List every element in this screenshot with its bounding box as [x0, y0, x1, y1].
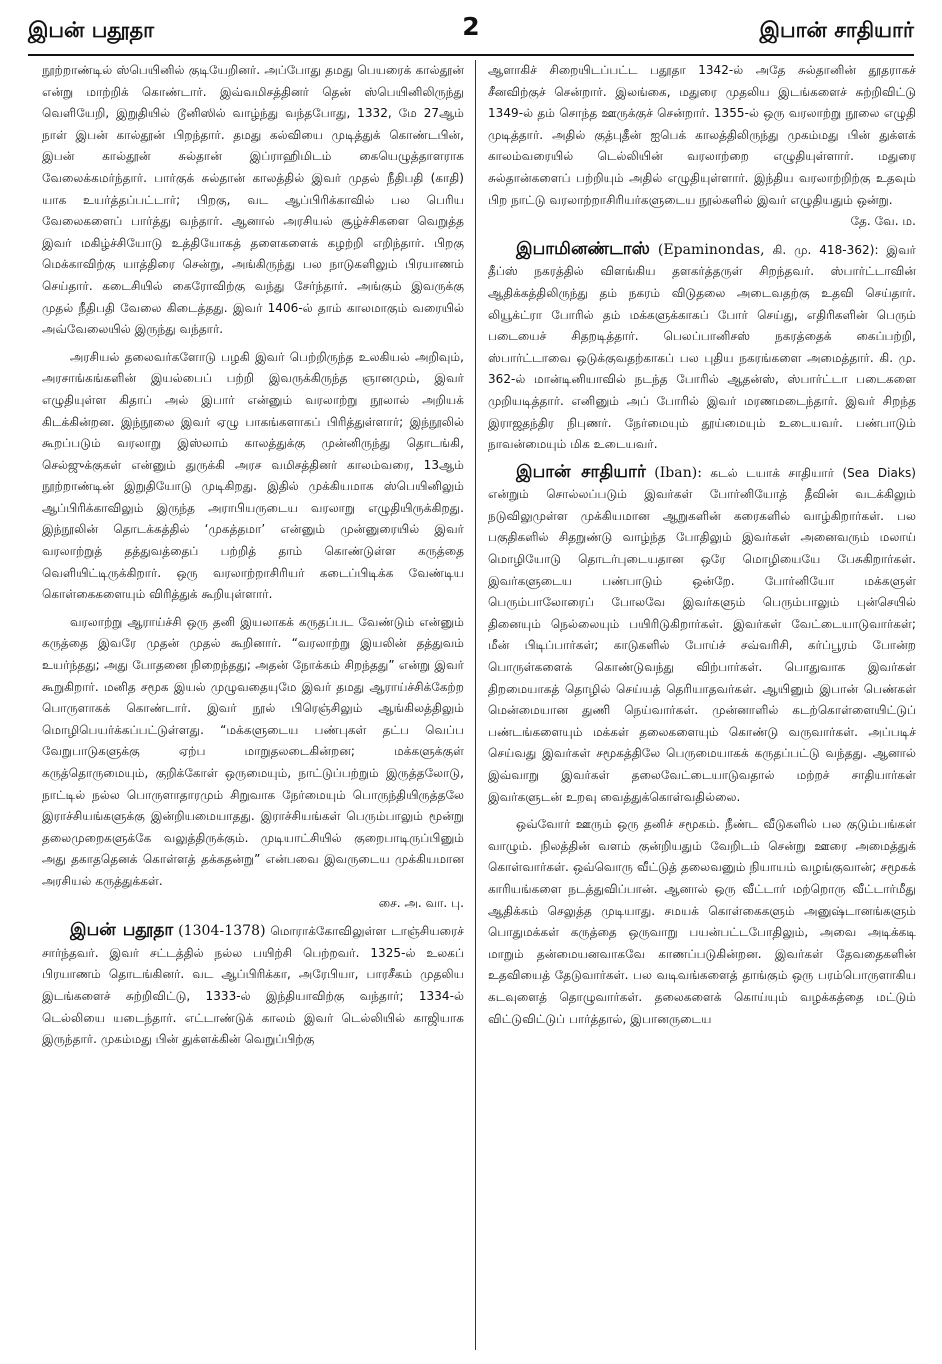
entry-heading: இபன் பதூதா	[70, 920, 174, 941]
ibn-battuta-continuation-text: ஆளாகிச் சிறையிடப்பட்ட பதூதா 1342-ல் அதே சுல்தானின் தூதராகச் சீனவிற்குச் சென்றார். இலங்கை, மதுரை முதலிய இடங்களைச் சுற்றிவிட்டு 1349-ல் தம் சொந்த ஊருக்குச் சென்றார். 1355-ல் ஒரு வரலாற்று நூலை எழுதி முடித்தார். அதில் குத்புதீன் ஐபெக் காலத்திலிருந்து முகம்மது பின் துக்ளக் காலம்வரையில் டெல்லியின் வரலாற்றை எழுதியுள்ளார். மதுரை சுல்தான்களைப் பற்றியும் அதில் எழுதியுள்ளார். இந்திய வரலாற்றிற்கு உதவும் பிற நாட்டு வரலாற்றாசிரியர்களுடைய நூல்களில் இவர் எழுதியதும் ஒன்று.	[488, 63, 916, 207]
entry-ibn-battuta	[42, 920, 464, 1051]
left-column	[42, 60, 464, 1354]
header-left-title: இபன் பதூதா	[28, 17, 155, 42]
ibn-khaldun-paragraph-3-text: வரலாற்று ஆராய்ச்சி ஒரு தனி இயலாகக் கருதப்பட வேண்டும் என்னும் கருத்தை இவரே முதன் முதல் கூறினார். “வரலாற்று இயலின் தத்துவம் உயர்ந்தது; அது போதனை நிறைந்தது; அதன் நோக்கம் சிறந்தது” என்று இவர் கூறுகிறார். மனித சமூக இயல் முழுவதையுமே இவர் தமது ஆராய்ச்சிக்கேற்ற பொருளாகக் கொண்டார். இவர் நூல் பிரெஞ்சிலும் ஆங்கிலத்திலும் மொழிபெயர்க்கப்பட்டுள்ளது. “மக்களுடைய பண்புகள் தட்ப வெப்ப வேறுபாடுகளுக்கு ஏற்ப மாறுதலடைகின்றன; மக்களுக்குள் கருத்தொருமையும், குறிக்கோள் ஒருமையும், நாட்டுப்பற்றும் இருத்தலோடு, நாட்டில் நல்ல பொருளாதாரமும் சிறுவாக நேர்மையும் பொருந்தியிருத்தலே இராச்சியங்களுக்கு இன்றியமையாதது. இராச்சியங்கள் பெரும்பாலும் மூன்று தலைமுறைகளுக்கே வலுத்திருக்கும். முடியாட்சியில் குறைபாடிருப்பினும் அது தகாததெனக் கொள்ளத் தக்கதன்று” என்பவை இவருடைய முக்கியமான அரசியல் கருத்துக்கள்.	[42, 614, 464, 888]
author-signature: தே. வே. ம.	[850, 214, 916, 229]
ibn-khaldun-continuation: நூற்றாண்டில் ஸ்பெயினில் குடியேறினர். அப்போது தமது பெயரைக் கால்தூன் என்று மாற்றிக் கொண்டார். இவ்வமிசத்தினர் தென் ஸ்பெயினிலிருந்து வெளியேறி, இறுதியில் டூனிஸில் வாழ்ந்து வந்தபோது, 1332, மே 27ஆம் நாள் இபன் கால்தூன் பிறந்தார். தமது கல்வியை முடித்துக் கொண்டபின், இபன் கால்தூன் சுல்தான் இப்ராஹிமிடம் கையெழுத்தாளராக வேலைக்கமர்ந்தார். பார்குக் சுல்தான் காலத்தில் இவர் முதல் நீதிபதி (காதி) யாக உயர்த்தப்பட்டார்; பிறகு, வட ஆப்பிரிக்காவில் பல பெரிய வேலைகளைப் பார்த்து வந்தார். ஆனால் அரசியல் சூழ்ச்சிகளை வெறுத்த இவர் மகிழ்ச்சியோடு உத்தியோகத் தளைகளைக் கழற்றி எறிந்தார். பிறகு மெக்காவிற்கு யாத்திரை சென்று, அங்கிருந்து பல நாடுகளிலும் பிரயாணம் செய்தார். கடைசியில் கைரோவிற்கு வந்து சேர்ந்தார். அங்கும் இவருக்கு முதல் நீதிபதி வேலை கிடைத்தது. இவர் 1406-ல் தாம் காலமாகும் வரையில் அவ்வேலையில் இருந்து வந்தார்.	[42, 63, 464, 337]
page-number: 2	[462, 12, 480, 41]
entry-roman-name: (Epaminondas,	[657, 241, 765, 258]
entry-heading: இபான் சாதியார்	[516, 461, 646, 482]
entry-roman-name: (Iban):	[654, 464, 703, 481]
right-column	[488, 60, 916, 1354]
entry-iban-people	[488, 462, 916, 809]
column-divider	[475, 60, 476, 1350]
ibn-battuta-continuation	[488, 60, 916, 233]
entry-years: (1304-1378)	[178, 923, 266, 940]
entry-body: மொராக்கோவிலுள்ள டாஞ்சியரைச் சார்ந்தவர். இவர் சட்டத்தில் நல்ல பயிற்சி பெற்றவர். 1325-ல் உலகப் பிரயாணம் தொடங்கினர். வட ஆப்பிரிக்கா, அரேபியா, பாரசீகம் முதலிய இடங்களைச் சுற்றிவிட்டு, 1333-ல் இந்தியாவிற்கு வந்தார்; 1334-ல் டெல்லியை யடைந்தார். எட்டாண்டுக் காலம் இவர் டெல்லியில் காஜியாக இருந்தார். முகம்மது பின் துக்ளக்கின் வெறுப்பிற்கு	[42, 924, 464, 1047]
ibn-khaldun-paragraph-2: அரசியல் தலைவர்களோடு பழகி இவர் பெற்றிருந்த உலகியல் அறிவும், அரசாங்கங்களின் இயல்பைப் பற்றி இவருக்கிருந்த ஞானமும், இவர் எழுதியுள்ள கிதாப் அல் இபார் என்னும் வரலாற்று நூலால் அறியக் கிடக்கின்றன. இந்நூலை இவர் ஏழு பாகங்களாகப் பிரித்துள்ளார்; இந்நூலில் கூறப்படும் வரலாறு இஸ்லாம் காலத்துக்கு முன்னிருந்து தொடங்கி, செல்ஜுக்குகள் என்னும் துருக்கி அரச வமிசத்தினர் காலம்வரை, 13ஆம் நூற்றாண்டின் இறுதியோடு முடிகிறது. இதில் முக்கியமாக ஸ்பெயினிலும் ஆப்பிரிக்காவிலும் இருந்த அராபியருடைய வரலாறு எழுதியிருக்கிறது. இந்நூலின் தொடக்கத்தில் ‘முகத்தமா’ என்னும் முன்னுரையில் இவர் வரலாற்றுத் தத்துவத்தைப் பற்றித் தாம் கொண்டுள்ள கருத்தை வெளியிட்டிருக்கிறார். ஒரு வரலாற்றாசிரியர் கடைப்பிடிக்க வேண்டிய கொள்கைகளையும் விரித்துக் கூறியுள்ளார்.	[42, 349, 464, 602]
iban-paragraph-2: ஒவ்வோர் ஊரும் ஒரு தனிச் சமூகம். நீண்ட வீடுகளில் பல குடும்பங்கள் வாழும். நிலத்தின் வளம் குன்றியதும் வேறிடம் சென்று ஊரை அமைத்துக் கொள்வார்கள். ஒவ்வொரு வீட்டுத் தலைவனும் நியாயம் வழங்குவான்; சமூகக் காரியங்களை நடத்துவிப்பான். ஆனால் ஒரு வீட்டார் மற்றொரு வீட்டார்மீது ஆதிக்கம் செலுத்த முடியாது. சமயக் கொள்கைகளும் அனுஷ்டானங்களும் பொதுமக்கள் கருத்தை ஒருவாறு பயன்பட்டபோதிலும், அவை அடிக்கடி மாறும் தன்மையனவாகவே காணப்படுகின்றன. இவர்கள் தேவதைகளின் உதவியைத் தேடுவார்கள். பல வடிவங்களைத் தாங்கும் ஒரு பரம்பொருளாகிய கடவுளைத் தொழுவார்கள். தலைகளைக் கொய்யும் வழக்கத்தை மட்டும் விட்டுவிட்டுப் பார்த்தால், இபானருடைய	[488, 817, 916, 1026]
author-signature: சை. அ. வா. பு.	[378, 895, 464, 910]
page-header	[28, 8, 914, 56]
entry-body: கி. மு. 418-362): இவர் தீப்ஸ் நகரத்தில் விளங்கிய தளகர்த்தருள் சிறந்தவர். ஸ்பார்ட்டாவின் ஆதிக்கத்திலிருந்து தம் நகரம் விடுதலை அடைவதற்கு உதவி செய்தார். லியூக்ட்ரா போரில் தம் மக்களுக்காகப் போர் செய்து, எதிரிகளின் பெரும் படையைச் சிதறடித்தார். பெலப்பானிசஸ் நகரத்தைக் கைப்பற்றி, ஸ்பார்ட்டாவை ஒடுக்குவதற்காகப் பல புதிய நகரங்களை அமைத்தார். கி. மு. 362-ல் மான்டினியாவில் நடந்த போரில் ஆதன்ஸ், ஸ்பார்ட்டா படைகளை முறியடித்தார். எனினும் அப் போரில் இவர் மரணமடைந்தார். இவர் சிறந்த இராஜதந்திர நிபுணர். நேர்மையும் தூய்மையும் உடையவர். பண்பாடும் நாவன்மையும் மிக உடையவர்.	[488, 242, 916, 452]
entry-heading: இபாமினண்டாஸ்	[516, 238, 650, 259]
entry-epaminondas	[488, 239, 916, 456]
entry-body: கடல் டயாக் சாதியார் (Sea Diaks) என்றும் சொல்லப்படும் இவர்கள் போர்னியோத் தீவின் வடக்கிலும் நடுவிலுமுள்ள முக்கியமான ஆறுகளின் கரைகளில் வாழ்கிறார்கள். பல பகுதிகளில் சிதறுண்டு வாழ்ந்த போதிலும் இவர்கள் அனைவரும் மலாய் மொழியோடு தொடர்புடையதான ஒரே மொழியையே பேசுகிறார்கள். இவர்களுடைய பண்பாடும் ஒன்றே. போர்னியோ மக்களுள் பெரும்பாலோரைப் போலவே இவர்களும் பெரும்பாலும் புன்செயில் தினையும் நெல்லையும் பயிரிடுகிறார்கள். இவர்கள் வேட்டையாடுவார்கள்; மீன் பிடிப்பார்கள்; காடுகளில் போய்ச் சவ்வரிசி, கர்ப்பூரம் போன்ற பொருள்களைக் கொண்டுவந்து விற்பார்கள். பொதுவாக இவர்கள் திறமையாகத் தொழில் செய்யத் தெரியாதவர்கள். ஆயினும் இபான் பெண்கள் மென்மையான துணி நெய்வார்கள். முன்னாளில் கடற்கொள்ளையிட்டுப் பண்டங்களையும் மக்கள் தலைகளையும் கொண்டு வருவார்கள். அப்படிச் செய்வது இவர்கள் சமூகத்திலே பெருமையாகக் கருதப்பட்டு வந்தது. ஆனால் இவ்வாறு இவர்கள் தலைவேட்டையாடுவதால் மற்றச் சாதியார்கள் இவர்களுடன் உறவு வைத்துக்கொள்வதில்லை.	[488, 465, 916, 804]
ibn-khaldun-paragraph-3	[42, 612, 464, 914]
header-right-title: இபான் சாதியார்	[759, 17, 914, 42]
